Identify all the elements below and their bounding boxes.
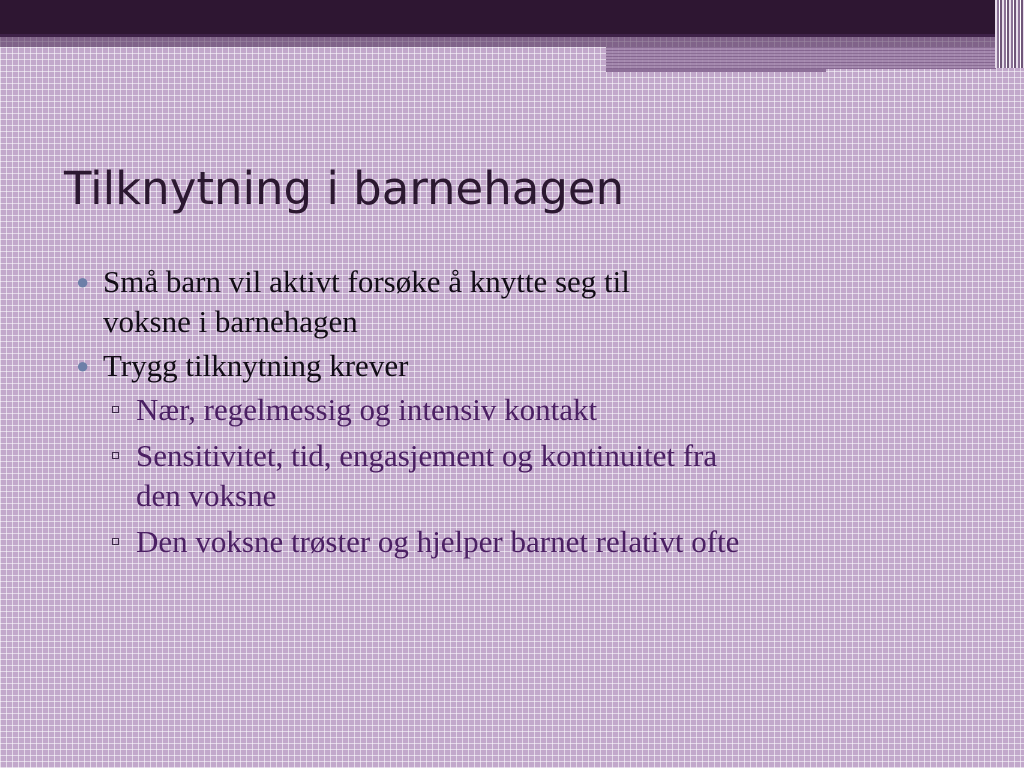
decorative-stripe-block bbox=[606, 47, 996, 69]
sub-bullet-line: Sensitivitet, tid, engasjement og kontinuitet fra bbox=[136, 438, 718, 473]
bullet-line: Trygg tilknytning krever bbox=[103, 348, 409, 383]
bullet-line: voksne i barnehagen bbox=[103, 304, 358, 339]
square-bullet-icon bbox=[112, 538, 119, 545]
bullet-item bbox=[70, 346, 970, 386]
decorative-stripe-line bbox=[606, 69, 826, 72]
round-bullet-icon: ● bbox=[76, 353, 90, 378]
sub-bullet-item bbox=[70, 522, 970, 562]
round-bullet-icon: ● bbox=[76, 269, 90, 294]
sub-bullet-item bbox=[70, 436, 970, 516]
top-accent-band bbox=[0, 37, 1024, 47]
bullet-item bbox=[70, 262, 970, 342]
decorative-corner-bars bbox=[995, 0, 1024, 68]
slide-body bbox=[70, 262, 970, 568]
slide-title: Tilknytning i barnehagen bbox=[64, 162, 625, 215]
sub-bullet-line: den voksne bbox=[136, 478, 277, 513]
sub-bullet-line: Nær, regelmessig og intensiv kontakt bbox=[136, 392, 598, 427]
square-bullet-icon bbox=[112, 406, 119, 413]
square-bullet-icon bbox=[112, 452, 119, 459]
sub-bullet-line: Den voksne trøster og hjelper barnet relativt ofte bbox=[136, 524, 740, 559]
sub-bullet-item bbox=[70, 390, 970, 430]
top-banner bbox=[0, 0, 1024, 34]
bullet-line: Små barn vil aktivt forsøke å knytte seg til bbox=[103, 264, 630, 299]
